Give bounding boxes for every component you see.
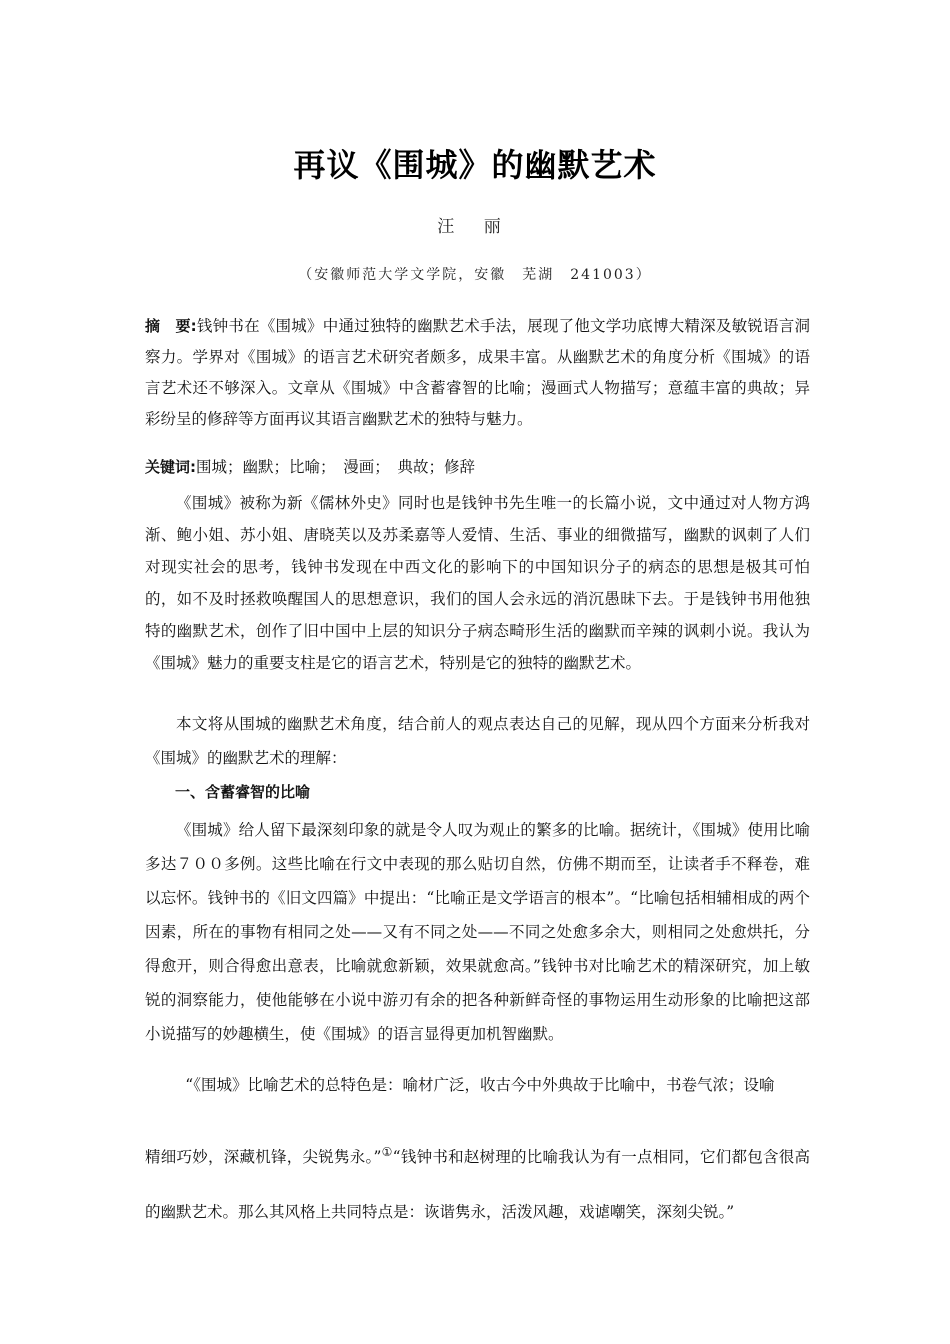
- body-paragraph: 《围城》被称为新《儒林外史》同时也是钱钟书先生唯一的长篇小说，文中通过对人物方鸿渐、鲍小姐、苏小姐、唐晓芙以及苏柔嘉等人爱情、生活、事业的细微描写，幽默的讽刺了人们对现实社会的思考，钱钟书发现在中西文化的影响下的中国知识分子的病态的思想是极其可怕的，如不及时拯救唤醒国人的思想意识，我们的国人会永远的消沉愚昧下去。于是钱钟书用他独特的幽默艺术，创作了旧中国中上层的知识分子病态畸形生活的幽默而辛辣的讽刺小说。我认为《围城》魅力的重要支柱是它的语言艺术，特别是它的独特的幽默艺术。: [145, 494, 810, 672]
- abstract: [145, 311, 810, 435]
- body-paragraph: [145, 1125, 810, 1240]
- author-name: 汪 丽: [437, 217, 513, 237]
- keywords-label: 关键词:: [145, 458, 196, 476]
- keywords: [145, 453, 810, 481]
- keywords-text: 围城；幽默；比喻； 漫画； 典故；修辞: [196, 458, 476, 476]
- abstract-label: 摘 要:: [145, 317, 197, 335]
- footnote-marker[interactable]: ①: [381, 1145, 393, 1159]
- paper-title: 再议《围城》的幽默艺术: [293, 146, 657, 184]
- quote-continuation: “钱钟书和赵树理的比喻我认为有一点相同，它们都包含很高的幽默艺术。那么其风格上共同特点是：诙谐隽永，活泼风趣，戏谑嘲笑，深刻尖锐。”: [145, 1148, 810, 1221]
- body-paragraph: 本文将从围城的幽默艺术角度，结合前人的观点表达自己的见解，现从四个方面来分析我对《围城》的幽默艺术的理解：: [145, 715, 810, 767]
- quote-paragraph: “《围城》比喻艺术的总特色是：喻材广泛，收古今中外典故于比喻中，书卷气浓；设喻: [185, 1076, 775, 1094]
- section-heading: 一、含蓄睿智的比喻: [175, 783, 311, 801]
- author-affiliation: （安徽师范大学文学院，安徽 芜湖 241003）: [298, 267, 652, 283]
- body-paragraph: 《围城》给人留下最深刻印象的就是令人叹为观止的繁多的比喻。据统计，《围城》使用比喻多达７００多例。这些比喻在行文中表现的那么贴切自然，仿佛不期而至，让读者手不释卷，难以忘怀。钱钟书的《旧文四篇》中提出：“比喻正是文学语言的根本”。“比喻包括相辅相成的两个因素，所在的事物有相同之处——又有不同之处——不同之处愈多余大，则相同之处愈烘托，分得愈开，则合得愈出意表，比喻就愈新颖，效果就愈高。”钱钟书对比喻艺术的精深研究，加上敏锐的洞察能力，使他能够在小说中游刃有余的把各种新鲜奇怪的事物运用生动形象的比喻把这部小说描写的妙趣横生，使《围城》的语言显得更加机智幽默。: [145, 821, 810, 1043]
- quote-ending: 精细巧妙，深藏机锋，尖锐隽永。”: [145, 1148, 382, 1166]
- abstract-text: 钱钟书在《围城》中通过独特的幽默艺术手法，展现了他文学功底博大精深及敏锐语言洞察力。学界对《围城》的语言艺术研究者颇多，成果丰富。从幽默艺术的角度分析《围城》的语言艺术还不够深入。文章从《围城》中含蓄睿智的比喻；漫画式人物描写；意蕴丰富的典故；异彩纷呈的修辞等方面再议其语言幽默艺术的独特与魅力。: [145, 317, 810, 428]
